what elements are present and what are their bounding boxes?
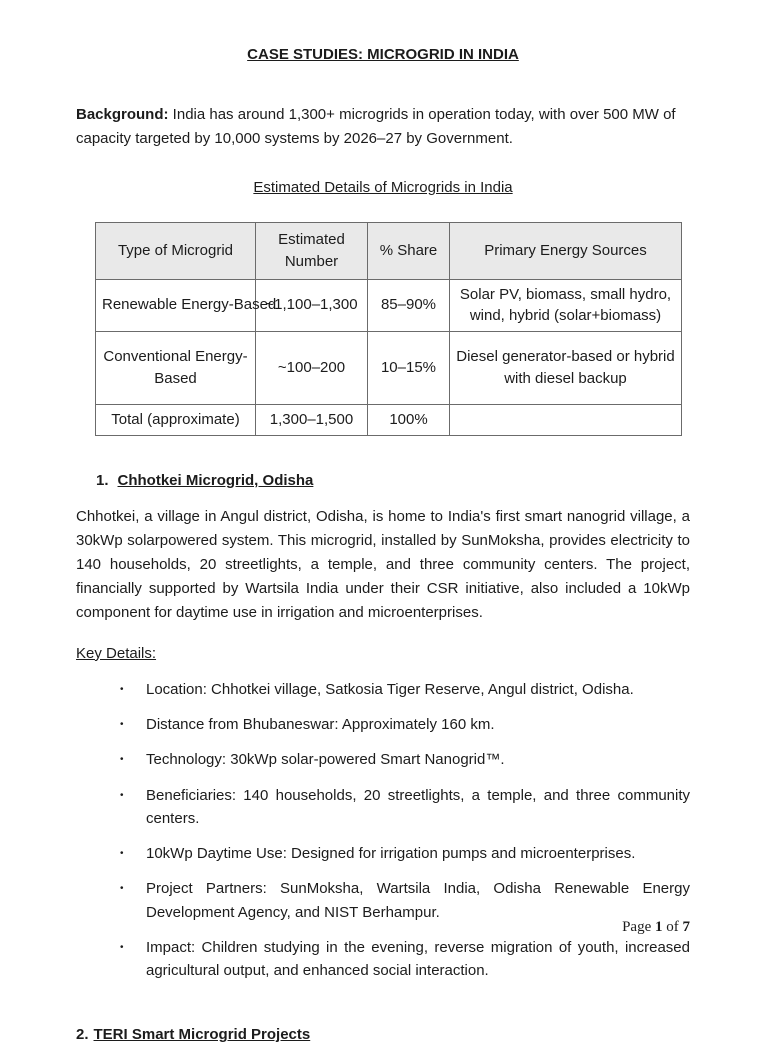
bullet-text: Location: Chhotkei village, Satkosia Tiger Reserve, Angul district, Odisha. — [146, 680, 634, 698]
body-paragraph: Chhotkei, a village in Angul district, Odisha, is home to India's first smart nanogrid village, a 30kWp solarpowered system. This microgrid, installed by SunMoksha, provides electricity to 140 households, 20 streetlights, a temple, and three community centers. The project, financially supported by Wartsila India under their CSR initiative, also included a 10kWp component for daytime use in irrigation and microenterprises. — [76, 507, 690, 621]
section-number: 2. — [76, 1026, 89, 1043]
section-title: Chhotkei Microgrid, Odisha — [117, 471, 314, 489]
microgrid-table — [95, 222, 682, 436]
table-caption: Estimated Details of Microgrids in India — [253, 179, 513, 196]
footer-page-number: 1 — [655, 919, 663, 935]
list-item — [120, 877, 690, 924]
table-cell: Renewable Energy-Based — [96, 279, 256, 332]
table-row — [96, 279, 682, 332]
table-cell: Diesel generator-based or hybrid with diesel backup — [450, 332, 682, 405]
bullet-icon: • — [120, 789, 124, 801]
bullet-text: Impact: Children studying in the evening, reverse migration of youth, increased agricultural output, and enhanced social interaction. — [146, 938, 690, 979]
list-item — [120, 678, 690, 701]
bullet-icon: • — [120, 883, 124, 895]
list-item — [120, 842, 690, 865]
bullet-icon: • — [120, 683, 124, 695]
table-cell: ~100–200 — [256, 332, 368, 405]
table-header-cell: Estimated Number — [256, 223, 368, 280]
list-item — [120, 784, 690, 831]
bullet-icon: • — [120, 848, 124, 859]
table-header-cell: % Share — [368, 223, 450, 280]
section-1-heading — [96, 472, 690, 489]
table-cell: Conventional Energy-Based — [96, 332, 256, 405]
background-paragraph — [76, 103, 690, 151]
table-header-cell: Type of Microgrid — [96, 223, 256, 280]
bullet-text: Technology: 30kWp solar-powered Smart Nanogrid™. — [146, 751, 505, 769]
footer-of-label: of — [666, 919, 679, 935]
bullet-text: Distance from Bhubaneswar: Approximately 160 km. — [146, 716, 495, 733]
table-cell: 1,300–1,500 — [256, 405, 368, 436]
table-cell — [450, 405, 682, 436]
bullet-list — [76, 678, 690, 983]
page-title: CASE STUDIES: MICROGRID IN INDIA — [247, 46, 519, 63]
footer-page-label: Page — [622, 919, 652, 935]
bullet-icon: • — [120, 941, 124, 953]
background-label: Background: — [76, 106, 169, 123]
section-number: 1. — [96, 471, 109, 489]
list-item — [120, 936, 690, 983]
bullet-icon: • — [120, 719, 124, 730]
table-cell: 100% — [368, 405, 450, 436]
table-header-row — [96, 223, 682, 280]
bullet-text: Project Partners: SunMoksha, Wartsila India, Odisha Renewable Energy Development Agency, and NIST Berhampur. — [146, 880, 690, 921]
bullet-icon: • — [120, 754, 124, 766]
table-row — [96, 405, 682, 436]
list-item — [120, 748, 690, 771]
bullet-text: 10kWp Daytime Use: Designed for irrigation pumps and microenterprises. — [146, 845, 636, 862]
section-title: TERI Smart Microgrid Projects — [93, 1026, 311, 1043]
list-item — [120, 713, 690, 736]
background-text: India has around 1,300+ microgrids in operation today, with over 500 MW of capacity targeted by 10,000 systems by 2026–27 by Government. — [76, 106, 676, 147]
key-details-label: Key Details: — [76, 644, 157, 662]
table-header-cell: Primary Energy Sources — [450, 223, 682, 280]
section-2-heading — [76, 1026, 690, 1043]
table-row — [96, 332, 682, 405]
table-cell: ~1,100–1,300 — [256, 279, 368, 332]
table-cell: 85–90% — [368, 279, 450, 332]
page-footer — [622, 919, 690, 936]
table-cell: Total (approximate) — [96, 405, 256, 436]
table-cell: Solar PV, biomass, small hydro, wind, hybrid (solar+biomass) — [450, 279, 682, 332]
bullet-text: Beneficiaries: 140 households, 20 streetlights, a temple, and three community centers. — [146, 786, 690, 827]
table-cell: 10–15% — [368, 332, 450, 405]
footer-page-total: 7 — [682, 919, 690, 935]
